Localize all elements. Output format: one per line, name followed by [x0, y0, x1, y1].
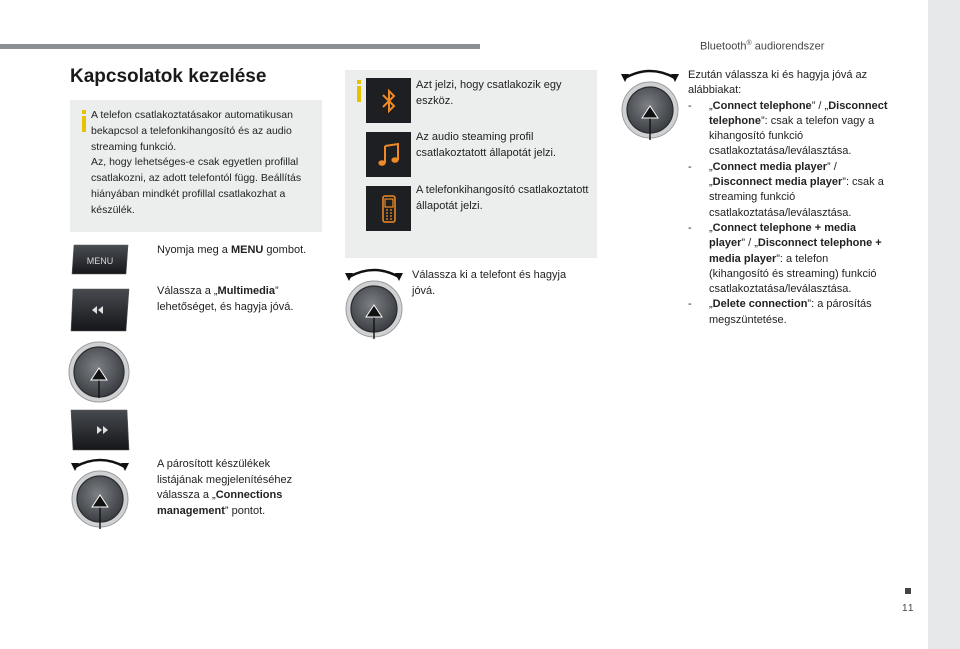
next-button-icon [69, 408, 131, 452]
bluetooth-description: Azt jelzi, hogy csatlakozik egy eszköz. [416, 79, 562, 107]
step-multimedia-text: Válassza a „Multimedia” lehetőséget, és hagyja jóvá. [157, 285, 294, 313]
page-marker [905, 588, 911, 594]
info-line-1: A telefon csatlakoztatásakor automatikusan bekapcsol a telefonkihangosító és az audio streaming funkció. [91, 109, 293, 153]
svg-text:MENU: MENU [86, 256, 114, 266]
header-rule [0, 44, 480, 49]
chapter-title-main: Bluetooth [700, 40, 747, 53]
music-note-icon [366, 132, 411, 177]
page-number: 11 [902, 603, 915, 614]
info-box-connection [70, 100, 322, 232]
phone-description: A telefonkihangosító csatlakoztatott állapotát jelzi. [416, 184, 589, 212]
connection-options-list [688, 68, 888, 328]
rotary-knob-icon [343, 265, 405, 341]
info-icon [352, 80, 366, 102]
rotary-knob-icon [69, 455, 131, 531]
audio-description: Az audio steaming profil csatlakoztatott állapotát jelzi. [416, 131, 557, 159]
list-intro: Ezután válassza ki és hagyja jóvá az alábbiakat: [688, 69, 868, 97]
chapter-title-sup: ® [746, 40, 752, 47]
previous-button-icon [69, 287, 131, 333]
list-item: - „Delete connection”: a párosítás megszüntetése. [688, 298, 872, 326]
step-menu-text: Nyomja meg a MENU gombot. [157, 244, 307, 256]
info-line-2: Az, hogy lehetséges-e csak egyetlen profillal csatlakozni, az adott telefontól függ. Beállítás hiányában mindkét profillal csatlakozhat a készülék. [91, 156, 302, 216]
step-select-phone-text: Válassza ki a telefont és hagyja jóvá. [412, 269, 567, 297]
list-item: - „Connect telephone + media player” / „Disconnect telephone + media player”: a telefon (kihangosító és streaming) funkció csatlakoztatása/leválasztása. [688, 221, 882, 296]
chapter-title [700, 40, 824, 53]
list-item: - „Connect telephone” / „Disconnect telephone”: csak a telefon vagy a kihangosító funkció csatlakoztatása/leválasztása. [688, 99, 888, 158]
chapter-title-rest: audiorendszer [751, 40, 825, 53]
section-title: Kapcsolatok kezelése [70, 66, 267, 87]
bluetooth-icon [366, 78, 411, 123]
step-connections-text: A párosított készülékek listájának megjelenítéséhez válassza a „Connections management” pontot. [157, 458, 293, 517]
rotary-knob-icon [619, 66, 681, 142]
list-item: - „Connect media player” / „Disconnect media player”: csak a streaming funkció csatlakoztatása/leválasztása. [688, 160, 884, 219]
info-text [91, 108, 319, 219]
info-box-icons [345, 70, 597, 258]
side-margin-strip [928, 0, 960, 649]
mobile-phone-icon [366, 186, 411, 231]
menu-button-icon [70, 243, 130, 276]
info-icon [77, 110, 91, 132]
confirm-knob-icon [67, 340, 131, 404]
